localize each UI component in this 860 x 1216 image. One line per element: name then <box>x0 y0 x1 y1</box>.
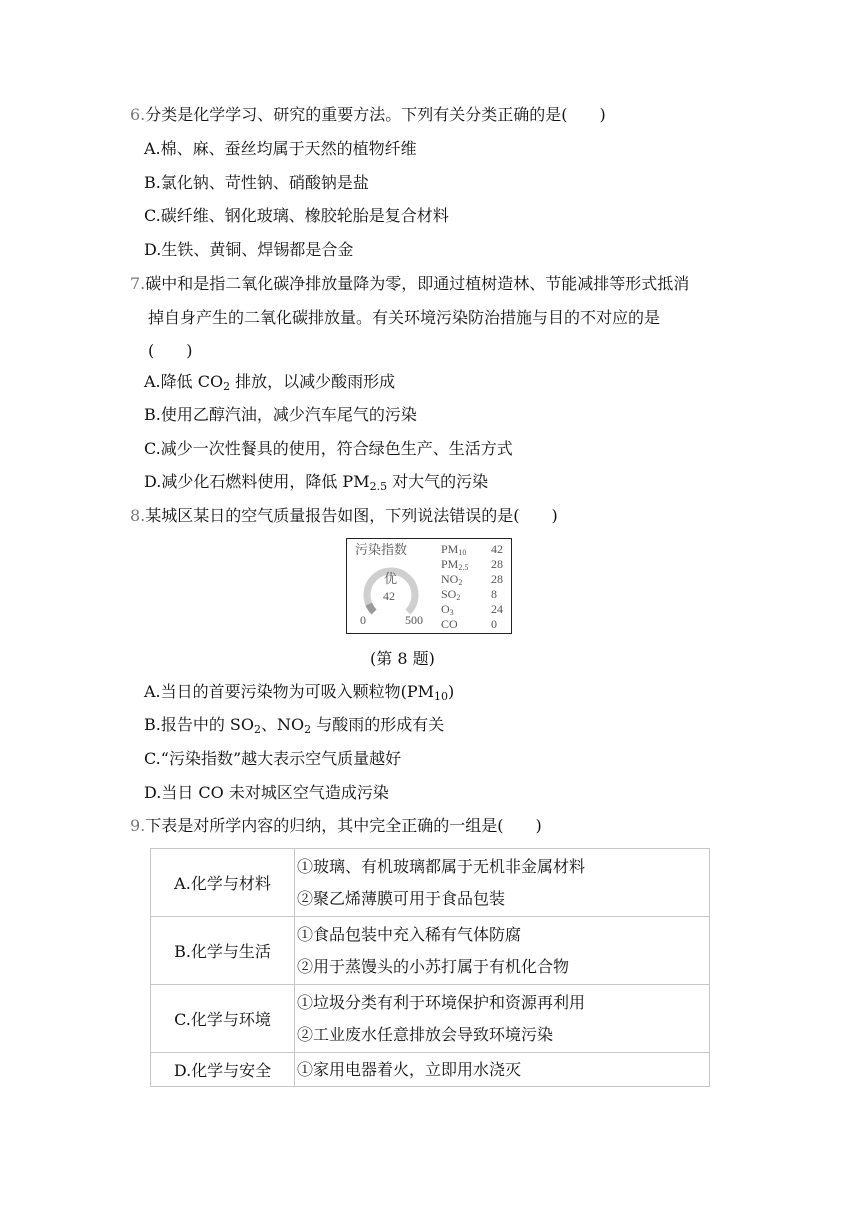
table-item: ①食品包装中充入稀有气体防腐 <box>297 924 522 944</box>
pollutant-name <box>441 602 454 616</box>
table-category-cell: B.化学与生活 <box>151 917 295 985</box>
question-7-stem <box>130 273 689 295</box>
question-6-option-b: B.氯化钠、苛性钠、硝酸钠是盐 <box>144 173 369 192</box>
question-8-option-c: C.“污染指数”越大表示空气质量越好 <box>144 749 402 768</box>
pollutant-value: 24 <box>491 602 503 616</box>
pollutant-name <box>441 557 468 571</box>
gauge-level-label: 优 <box>384 571 398 586</box>
question-7-answer-blank: ( ) <box>148 341 193 360</box>
summary-table <box>150 848 710 1087</box>
question-6-option-d: D.生铁、黄铜、焊锡都是合金 <box>144 240 354 259</box>
pollutant-name <box>441 587 460 601</box>
air-quality-report-figure <box>346 538 512 634</box>
pollutant-value: 8 <box>491 587 497 601</box>
gauge-fill <box>369 604 374 612</box>
pollutant-sub: 2.5 <box>458 563 469 572</box>
subscript: 2 <box>223 380 231 393</box>
option-text: 对大气的污染 <box>387 472 489 491</box>
table-items-cell <box>295 917 710 985</box>
pollutant-name <box>441 572 462 586</box>
table-row <box>151 849 710 917</box>
pollutant-value: 0 <box>491 617 497 631</box>
gauge-scale-max: 500 <box>405 613 423 627</box>
gauge-scale-min: 0 <box>360 613 366 627</box>
subscript: 2.5 <box>369 480 388 493</box>
pollutant-base: SO <box>441 587 457 601</box>
question-8-stem <box>130 505 558 527</box>
figure-title: 污染指数 <box>355 542 408 557</box>
table-row <box>151 1053 710 1087</box>
question-8-option-a <box>144 681 454 703</box>
question-7-option-c: C.减少一次性餐具的使用，符合绿色生产、生活方式 <box>144 439 513 458</box>
option-text: A.降低 CO <box>144 372 224 391</box>
table-items-cell <box>295 1053 710 1087</box>
table-item: ②用于蒸馒头的小苏打属于有机化合物 <box>297 956 570 976</box>
pollutant-base: PM <box>441 557 459 571</box>
pollutant-sub: 10 <box>458 548 467 557</box>
question-number: 6. <box>130 105 146 124</box>
gauge-index-value: 42 <box>383 589 395 603</box>
subscript: 2 <box>254 723 262 736</box>
question-number: 7. <box>130 274 146 293</box>
pollutant-base: NO <box>441 572 459 586</box>
question-8-option-b <box>144 714 444 736</box>
pollutant-value: 28 <box>491 572 503 586</box>
table-category-cell: A.化学与材料 <box>151 849 295 917</box>
question-9-stem <box>130 815 542 837</box>
question-7-option-d <box>144 471 488 493</box>
option-text: A.当日的首要污染物为可吸入颗粒物(PM <box>144 682 435 701</box>
subscript: 10 <box>434 690 449 703</box>
table-item: ①家用电器着火，立即用水浇灭 <box>297 1059 522 1079</box>
question-6-option-a: A.棉、麻、蚕丝均属于天然的植物纤维 <box>144 139 417 158</box>
option-text: 与酸雨的形成有关 <box>311 715 445 734</box>
option-text: 排放，以减少酸雨形成 <box>230 372 396 391</box>
table-item: ②聚乙烯薄膜可用于食品包装 <box>297 888 506 908</box>
figure-caption: (第 8 题) <box>370 649 435 668</box>
pollutant-sub: 2 <box>458 578 463 587</box>
pollutant-name <box>441 542 466 556</box>
pollutant-base: PM <box>441 542 459 556</box>
question-6-stem <box>130 104 606 126</box>
option-text: B.报告中的 SO <box>144 715 255 734</box>
pollutant-name <box>441 617 458 631</box>
table-items-cell <box>295 849 710 917</box>
pollutant-base: CO <box>441 617 458 631</box>
question-7-option-a <box>144 371 395 393</box>
question-number: 8. <box>130 506 146 525</box>
subscript: 2 <box>304 723 312 736</box>
table-item: ②工业废水任意排放会导致环境污染 <box>297 1024 554 1044</box>
stem-text: 某城区某日的空气质量报告如图，下列说法错误的是( ) <box>145 506 558 525</box>
pollutant-base: O <box>441 602 450 616</box>
question-7-option-b: B.使用乙醇汽油，减少汽车尾气的污染 <box>144 405 417 424</box>
table-item: ①玻璃、有机玻璃都属于无机非金属材料 <box>297 856 586 876</box>
table-category-cell: D.化学与安全 <box>151 1053 295 1087</box>
option-text: ) <box>448 682 455 701</box>
stem-text: 碳中和是指二氧化碳净排放量降为零，即通过植树造林、节能减排等形式抵消 <box>145 274 690 293</box>
pollutant-sub: 2 <box>456 593 461 602</box>
question-number: 9. <box>130 816 146 835</box>
pollutant-value: 42 <box>491 542 503 556</box>
table-row <box>151 985 710 1053</box>
option-text: D.减少化石燃料使用，降低 PM <box>144 472 370 491</box>
option-text: 、NO <box>261 715 305 734</box>
pollutant-value: 28 <box>491 557 503 571</box>
question-7-stem-line2: 掉自身产生的二氧化碳排放量。有关环境污染防治措施与目的不对应的是 <box>148 308 661 327</box>
table-item: ①垃圾分类有利于环境保护和资源再利用 <box>297 992 586 1012</box>
pollutant-sub: 3 <box>449 608 454 617</box>
question-8-option-d: D.当日 CO 未对城区空气造成污染 <box>144 783 389 802</box>
stem-text: 下表是对所学内容的归纳，其中完全正确的一组是( ) <box>145 816 542 835</box>
table-category-cell: C.化学与环境 <box>151 985 295 1053</box>
question-6-option-c: C.碳纤维、钢化玻璃、橡胶轮胎是复合材料 <box>144 206 449 225</box>
table-items-cell <box>295 985 710 1053</box>
table-row <box>151 917 710 985</box>
stem-text: 分类是化学学习、研究的重要方法。下列有关分类正确的是( ) <box>145 105 606 124</box>
